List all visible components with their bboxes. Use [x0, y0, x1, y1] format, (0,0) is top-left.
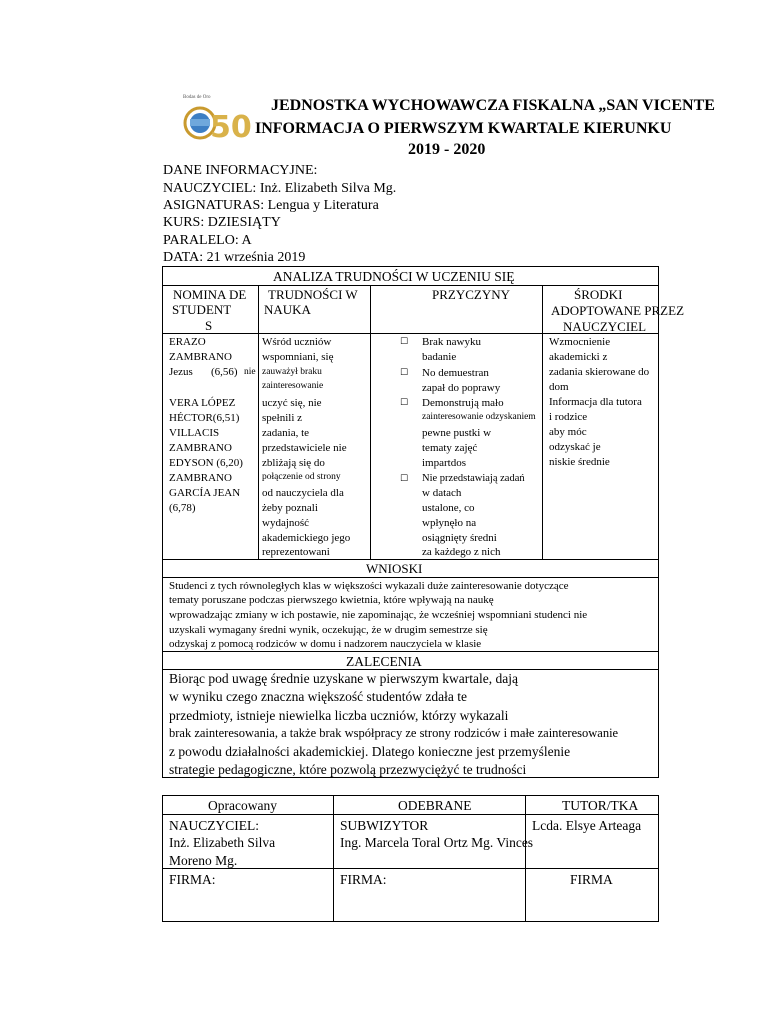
sig-teacher-role: NAUCZYCIEL: [169, 818, 259, 833]
checkbox-icon: ☐ [400, 474, 409, 484]
conclusion-line: wprowadzając zmiany w ich postawie, nie zapominając, że wcześniej wspomniani studenci nie [169, 609, 588, 621]
col-causes-h: PRZYCZYNY [432, 287, 511, 302]
difficulty-line: wspomniani, się [262, 351, 334, 363]
difficulty-line: akademickiego jego [262, 532, 351, 544]
recommendation-line: z powodu działalności akademickiej. Dlatego konieczne jest przemyślenie [169, 744, 571, 759]
conclusion-line: uzyskali wymagany średni wynik, oczekując, że w drugim semestrze się [169, 624, 488, 636]
info-subject: ASIGNATURAS: Lengua y Literatura [163, 198, 379, 213]
cause-line: w datach [422, 487, 462, 499]
col-students-h1: NOMINA DE [173, 287, 247, 302]
info-date: DATA: 21 września 2019 [163, 250, 306, 265]
student-line: GARCÍA JEAN [169, 487, 241, 499]
student-line: EDYSON (6,20) [169, 457, 243, 469]
logo-caption: Bodas de Oro [183, 95, 211, 100]
difficulty-line: połączenie od strony [262, 472, 341, 482]
cause-line: za każdego z nich [422, 546, 501, 558]
student-line: VILLACIS [169, 427, 220, 439]
student-line: HÉCTOR(6,51) [169, 412, 240, 424]
difficulty-line: od nauczyciela dla [262, 487, 344, 499]
info-course: KURS: DZIESIĄTY [163, 215, 281, 230]
sig-header-received: ODEBRANE [398, 798, 472, 813]
sig-subvisor-name: Ing. Marcela Toral Ortz Mg. Vinces [340, 835, 534, 850]
sig-firma-2: FIRMA: [340, 872, 387, 887]
measure-line: akademicki z [549, 351, 608, 363]
col-difficulties-h1: TRUDNOŚCI W [268, 287, 358, 302]
student-line: (6,78) [169, 502, 196, 514]
measure-line: dom [549, 381, 569, 393]
measure-line: Informacja dla tutora [549, 396, 642, 408]
measure-line: odzyskać je [549, 441, 601, 453]
title-line-2: INFORMACJA O PIERWSZYM KWARTALE KIERUNKU [255, 120, 672, 137]
student-line: ZAMBRANO [169, 442, 232, 454]
recommendation-line: przedmioty, istnieje niewielka liczba uczniów, którzy wykazali [169, 708, 509, 723]
col-students-h3: S [205, 318, 213, 333]
measure-line: niskie średnie [549, 456, 610, 468]
cause-line: No demuestran [422, 367, 489, 379]
student-line: ERAZO [169, 336, 206, 348]
student-line: ZAMBRANO [169, 472, 232, 484]
difficulty-line: uczyć się, nie [262, 397, 322, 409]
col-measures-h1: ŚRODKI [574, 287, 623, 302]
cause-line: Demonstrują mało [422, 397, 504, 409]
checkbox-icon: ☐ [400, 368, 409, 378]
cause-line: wpłynęło na [422, 517, 477, 529]
recommendation-line: strategie pedagogiczne, które pozwolą przezwyciężyć te trudności [169, 762, 527, 777]
cause-line: pewne pustki w [422, 427, 492, 439]
cause-line: ustalone, co [422, 502, 475, 514]
logo-number: 50 [210, 110, 252, 145]
recommendation-line: brak zainteresowania, a także brak współpracy ze strony rodziców i małe zainteresowanie [169, 726, 619, 740]
difficulty-line: spełnili z [262, 412, 303, 424]
difficulty-line: przedstawiciele nie [262, 442, 347, 454]
cause-line: Nie przedstawiają zadań [422, 473, 525, 484]
sig-firma-1: FIRMA: [169, 872, 216, 887]
analysis-title: ANALIZA TRUDNOŚCI W UCZENIU SIĘ [273, 269, 515, 284]
title-line-1: JEDNOSTKA WYCHOWAWCZA FISKALNA „SAN VICENTE [271, 97, 715, 114]
sig-header-tutor: TUTOR/TKA [562, 798, 639, 813]
student-line: nie [244, 367, 256, 377]
difficulty-line: zadania, te [262, 427, 310, 439]
sig-header-prepared: Opracowany [208, 798, 277, 813]
col-students-h2: STUDENT [172, 302, 232, 317]
sig-teacher-name2: Moreno Mg. [169, 853, 238, 868]
cause-line: osiągnięty średni [422, 532, 497, 544]
conclusion-line: Studenci z tych równoległych klas w większości wykazali duże zainteresowanie dotyczące [169, 580, 569, 592]
conclusion-line: odzyskaj z pomocą rodziców w domu i nadzorem nauczyciela w klasie [169, 638, 482, 650]
difficulty-line: zauważył braku [262, 367, 322, 377]
sig-teacher-name1: Inż. Elizabeth Silva [169, 835, 276, 850]
sig-firma-3: FIRMA [570, 872, 613, 887]
measure-line: zadania skierowane do [549, 366, 650, 378]
measure-line: i rodzice [549, 411, 588, 423]
school-logo [180, 93, 252, 145]
info-paralelo: PARALELO: A [163, 233, 252, 248]
title-line-3: 2019 - 2020 [408, 141, 486, 158]
sig-tutor-name: Lcda. Elsye Arteaga [532, 818, 642, 833]
sig-subvisor-role: SUBWIZYTOR [340, 818, 429, 833]
student-line: ZAMBRANO [169, 351, 232, 363]
col-difficulties-h2: NAUKA [264, 302, 311, 317]
checkbox-icon: ☐ [400, 398, 409, 408]
difficulty-line: reprezentowani [262, 546, 330, 558]
info-teacher: NAUCZYCIEL: Inż. Elizabeth Silva Mg. [163, 181, 397, 196]
col-measures-h2: ADOPTOWANE PRZEZ [551, 303, 685, 318]
cause-line: badanie [422, 351, 457, 363]
cause-line: zainteresowanie odzyskaniem [422, 412, 536, 422]
col-measures-h3: NAUCZYCIEL [563, 319, 647, 334]
info-heading: DANE INFORMACYJNE: [163, 163, 318, 178]
measure-line: Wzmocnienie [549, 336, 611, 348]
student-line: Jezus [169, 366, 193, 378]
student-line: VERA LÓPEZ [169, 397, 236, 409]
cause-line: impartdos [422, 457, 466, 469]
conclusion-line: tematy poruszane podczas pierwszego kwietnia, które wpływają na naukę [169, 594, 494, 606]
cause-line: zapał do poprawy [422, 382, 501, 394]
recommendation-line: Biorąc pod uwagę średnie uzyskane w pierwszym kwartale, dają [169, 671, 518, 686]
measure-line: aby móc [549, 426, 587, 438]
cause-line: Brak nawyku [422, 336, 481, 348]
difficulty-line: Wśród uczniów [262, 336, 332, 348]
conclusions-title: WNIOSKI [366, 561, 423, 576]
recommendation-line: w wyniku czego znaczna większość studentów zdała te [169, 689, 468, 704]
difficulty-line: zainteresowanie [262, 381, 324, 391]
difficulty-line: zbliżają się do [262, 457, 325, 469]
recommendations-title: ZALECENIA [346, 654, 422, 669]
checkbox-icon: ☐ [400, 337, 409, 347]
student-line: (6,56) [211, 366, 238, 378]
difficulty-line: żeby poznali [262, 502, 318, 514]
cause-line: tematy zajęć [422, 442, 478, 454]
difficulty-line: wydajność [262, 517, 310, 529]
